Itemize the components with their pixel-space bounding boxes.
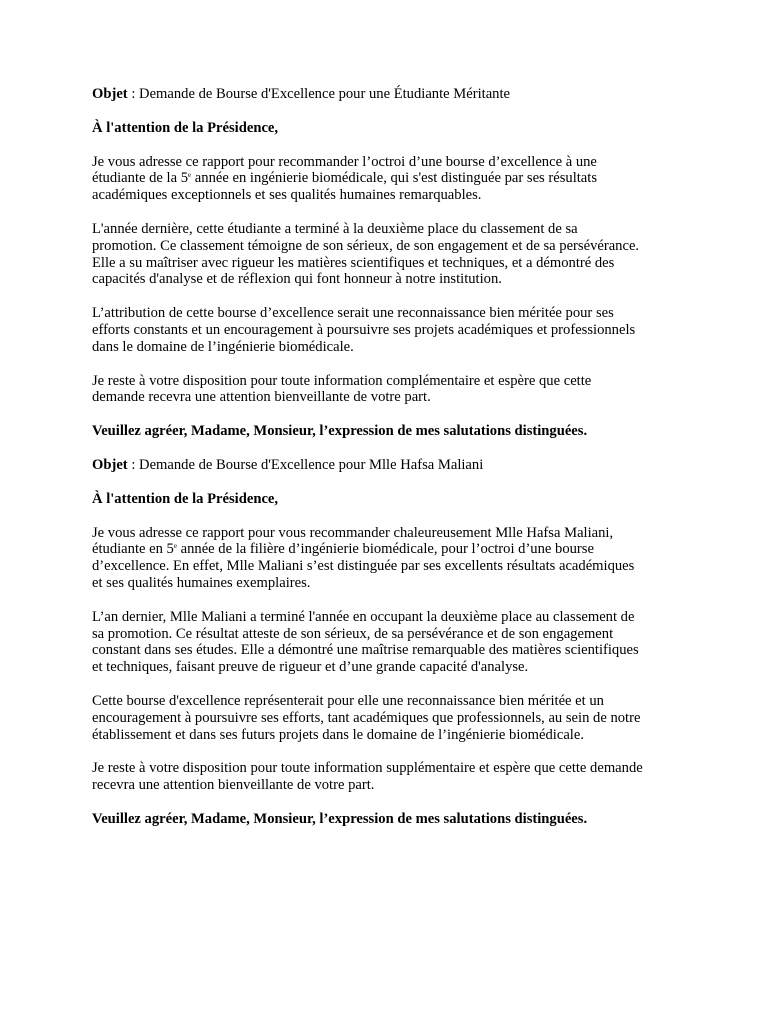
text-line: L’attribution de cette bourse d’excellence serait une reconnaissance bien méritée pour ses: [92, 305, 614, 322]
salutation: À l'attention de la Présidence,: [92, 490, 279, 507]
text-line: Je vous adresse ce rapport pour recommander l’octroi d’une bourse d’excellence à une: [92, 153, 597, 170]
text-line: encouragement à poursuivre ses efforts, tant académiques que professionnels, au sein de notre: [92, 709, 641, 726]
text-line: promotion. Ce classement témoigne de son sérieux, de son engagement et de sa persévérance.: [92, 237, 640, 254]
paragraph-scholarship: [92, 693, 682, 743]
text-line: et ses qualités humaines exemplaires.: [92, 574, 311, 591]
text-line: constant dans ses études. Elle a démontré une maîtrise remarquable des matières scientifiques: [92, 642, 639, 659]
text-line: L'année dernière, cette étudiante a terminé à la deuxième place du classement de sa: [92, 220, 578, 237]
document-page: [92, 86, 682, 845]
letter-1: [92, 86, 682, 440]
text-line: d’excellence. En effet, Mlle Maliani s’est distinguée par ses excellents résultats académiques: [92, 558, 635, 575]
text-line: Elle a su maîtriser avec rigueur les matières scientifiques et techniques, et a démontré des: [92, 254, 615, 271]
text-line: capacités d'analyse et de réflexion qui font honneur à notre institution.: [92, 271, 502, 288]
paragraph-availability: [92, 760, 682, 794]
text-line: demande recevra une attention bienveillante de votre part.: [92, 389, 431, 406]
subject-line: [92, 86, 682, 103]
subject-text: : Demande de Bourse d'Excellence pour une Étudiante Méritante: [127, 86, 511, 102]
paragraph-availability: [92, 373, 682, 407]
paragraph-ranking: [92, 221, 682, 288]
text-line: étudiante en 5e année de la filière d’ingénierie biomédicale, pour l’octroi d’une bourse: [92, 541, 594, 558]
text-line: établissement et dans ses futurs projets dans le domaine de l’ingénierie biomédicale.: [92, 726, 584, 743]
text-line: étudiante de la 5e année en ingénierie biomédicale, qui s'est distinguée par ses résultats: [92, 170, 598, 187]
closing-line: Veuillez agréer, Madame, Monsieur, l’expression de mes salutations distinguées.: [92, 423, 588, 440]
text-line: Je vous adresse ce rapport pour vous recommander chaleureusement Mlle Hafsa Maliani,: [92, 524, 614, 541]
subject-line: [92, 457, 682, 474]
closing-line: Veuillez agréer, Madame, Monsieur, l’expression de mes salutations distinguées.: [92, 810, 588, 827]
text-line: dans le domaine de l’ingénierie biomédicale.: [92, 338, 354, 355]
subject-text: : Demande de Bourse d'Excellence pour Mlle Hafsa Maliani: [127, 456, 484, 473]
superscript: e: [188, 171, 192, 180]
subject-label: Objet: [92, 456, 128, 473]
paragraph-intro: [92, 525, 682, 592]
text-line: Je reste à votre disposition pour toute information complémentaire et espère que cette: [92, 372, 592, 389]
text-line: recevra une attention bienveillante de votre part.: [92, 777, 375, 794]
text-line: L’an dernier, Mlle Maliani a terminé l'année en occupant la deuxième place au classement de: [92, 608, 635, 625]
superscript: e: [173, 542, 177, 551]
paragraph-intro: [92, 154, 682, 204]
paragraph-ranking: [92, 609, 682, 676]
text-line: sa promotion. Ce résultat atteste de son sérieux, de sa persévérance et de son engagement: [92, 625, 614, 642]
paragraph-attribution: [92, 305, 682, 355]
text-line: Je reste à votre disposition pour toute information supplémentaire et espère que cette demande: [92, 760, 643, 777]
letter-2: [92, 457, 682, 828]
text-line: et techniques, faisant preuve de rigueur et d’une grande capacité d'analyse.: [92, 659, 529, 676]
text-line: Cette bourse d'excellence représenterait pour elle une reconnaissance bien méritée et un: [92, 692, 604, 709]
salutation: À l'attention de la Présidence,: [92, 119, 279, 136]
text-line: efforts constants et un encouragement à poursuivre ses projets académiques et professionnels: [92, 321, 636, 338]
text-line: académiques exceptionnels et ses qualités humaines remarquables.: [92, 187, 482, 204]
subject-label: Objet: [92, 86, 128, 102]
